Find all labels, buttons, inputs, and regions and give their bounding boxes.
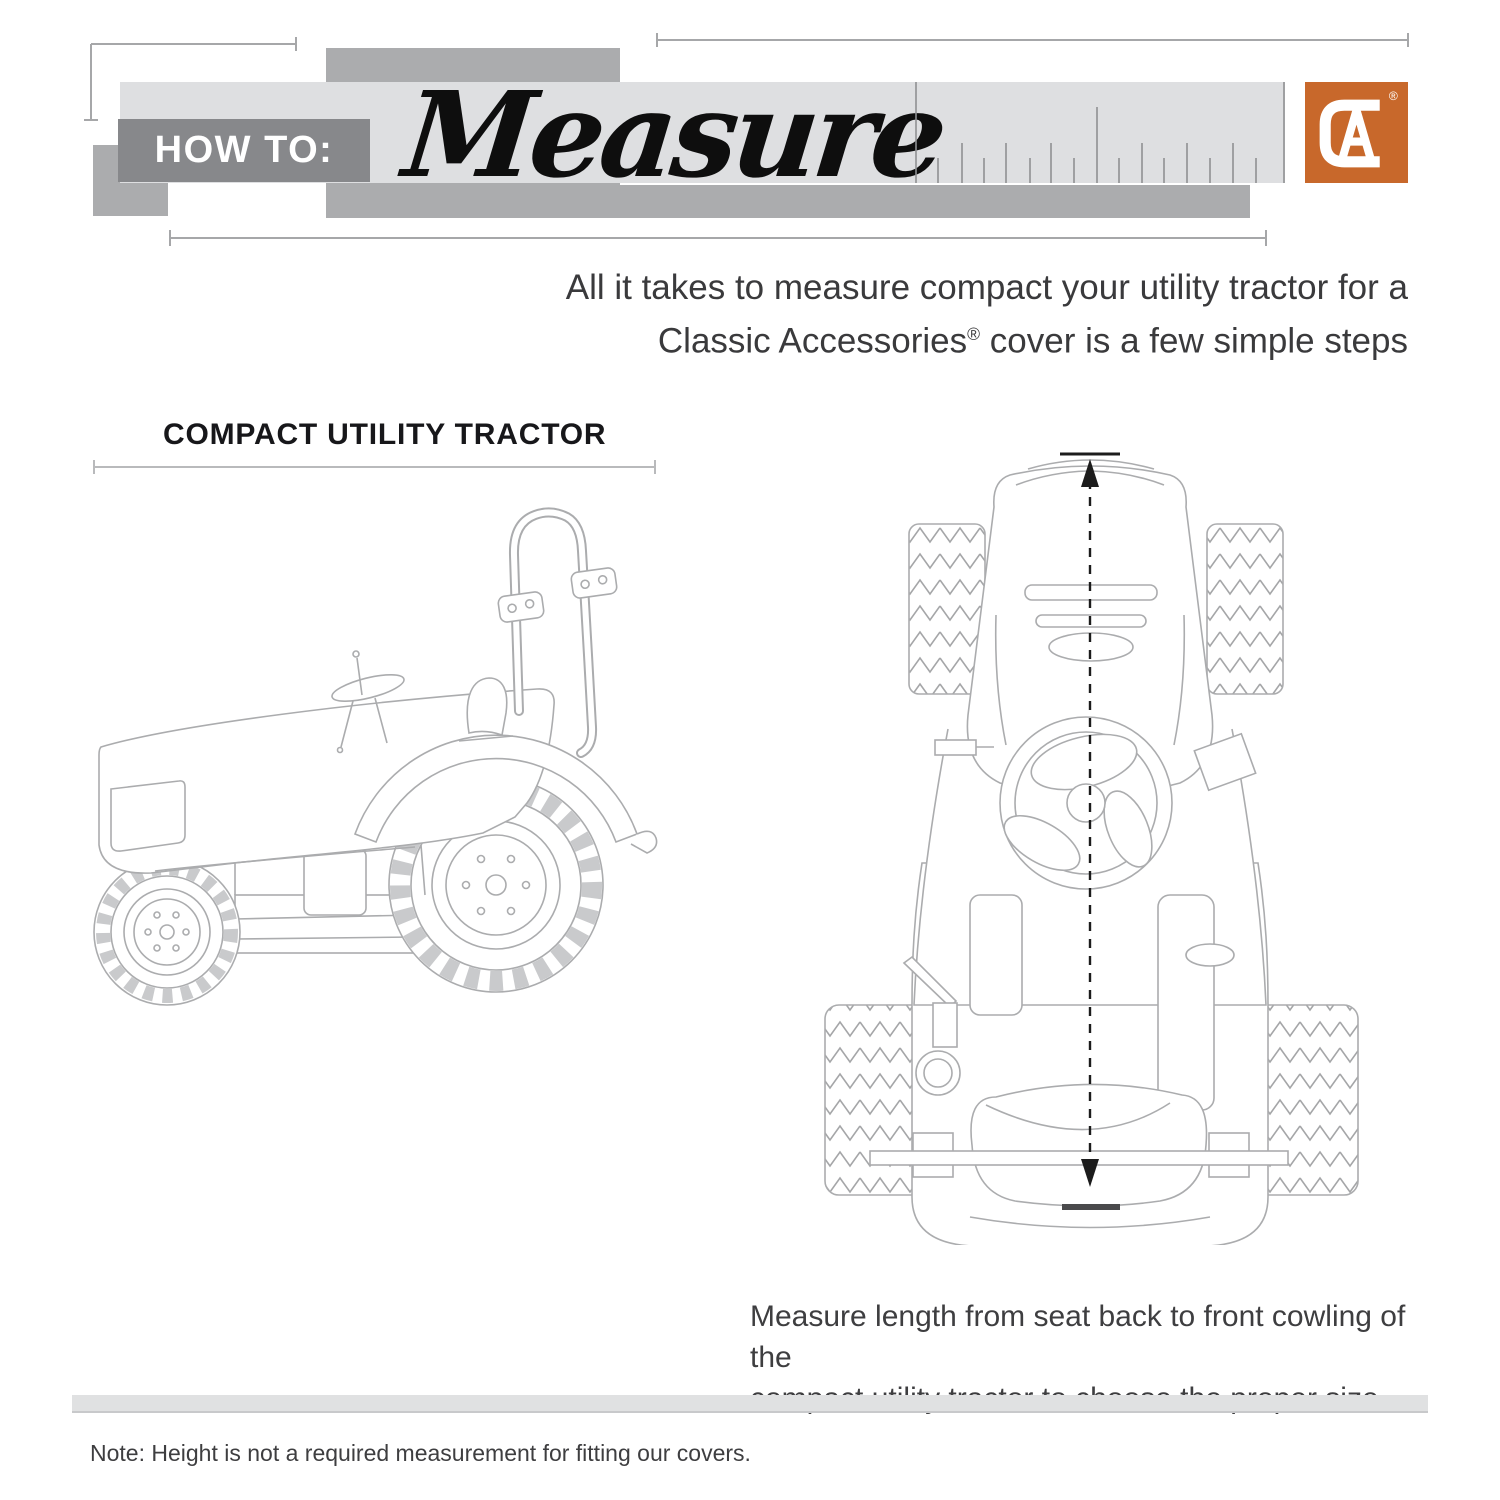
left-pedal bbox=[933, 1003, 957, 1047]
intro-line-2: Classic Accessories® cover is a few simple steps bbox=[657, 321, 1408, 361]
heading-measure-line bbox=[92, 458, 657, 476]
footer-note: Note: Height is not a required measurement for fitting our covers. bbox=[90, 1440, 751, 1466]
left-bracket bbox=[935, 740, 976, 755]
instruction-line-1: Measure length from seat back to front cowling of the bbox=[750, 1300, 1406, 1374]
classic-accessories-logo bbox=[1305, 82, 1408, 183]
rear-bar bbox=[870, 1151, 1288, 1165]
right-knob bbox=[1186, 944, 1234, 966]
tractor-side-view-illustration bbox=[85, 495, 665, 1015]
tractor-top-view-illustration bbox=[820, 445, 1365, 1245]
front-right-tire bbox=[1207, 524, 1283, 694]
logo-registered-mark: ® bbox=[1388, 89, 1398, 104]
compact-utility-tractor-heading: COMPACT UTILITY TRACTOR bbox=[163, 418, 607, 451]
front-wheel bbox=[94, 859, 240, 1005]
left-knob bbox=[916, 1051, 960, 1095]
footer-divider-bar bbox=[72, 1395, 1428, 1413]
header-ruler-decoration bbox=[0, 0, 1500, 262]
left-console bbox=[970, 895, 1022, 1015]
page-title: Measure bbox=[397, 65, 949, 204]
right-console bbox=[1158, 895, 1214, 1110]
intro-line-1: All it takes to measure compact your utility tractor for a bbox=[565, 268, 1408, 307]
ca-monogram-icon bbox=[1305, 82, 1408, 183]
howto-kicker-label: HOW TO: bbox=[154, 129, 334, 171]
rollbar-mount-plate bbox=[497, 591, 544, 623]
intro-text bbox=[358, 264, 1408, 365]
registered-mark: ® bbox=[967, 324, 981, 344]
seat-top bbox=[971, 1084, 1207, 1206]
measure-bracket-lines bbox=[84, 33, 1408, 246]
rollbar-mount-plate bbox=[570, 567, 617, 599]
chassis bbox=[235, 849, 415, 953]
headlight-panel bbox=[111, 781, 185, 851]
ruler-ticks bbox=[916, 82, 1284, 183]
